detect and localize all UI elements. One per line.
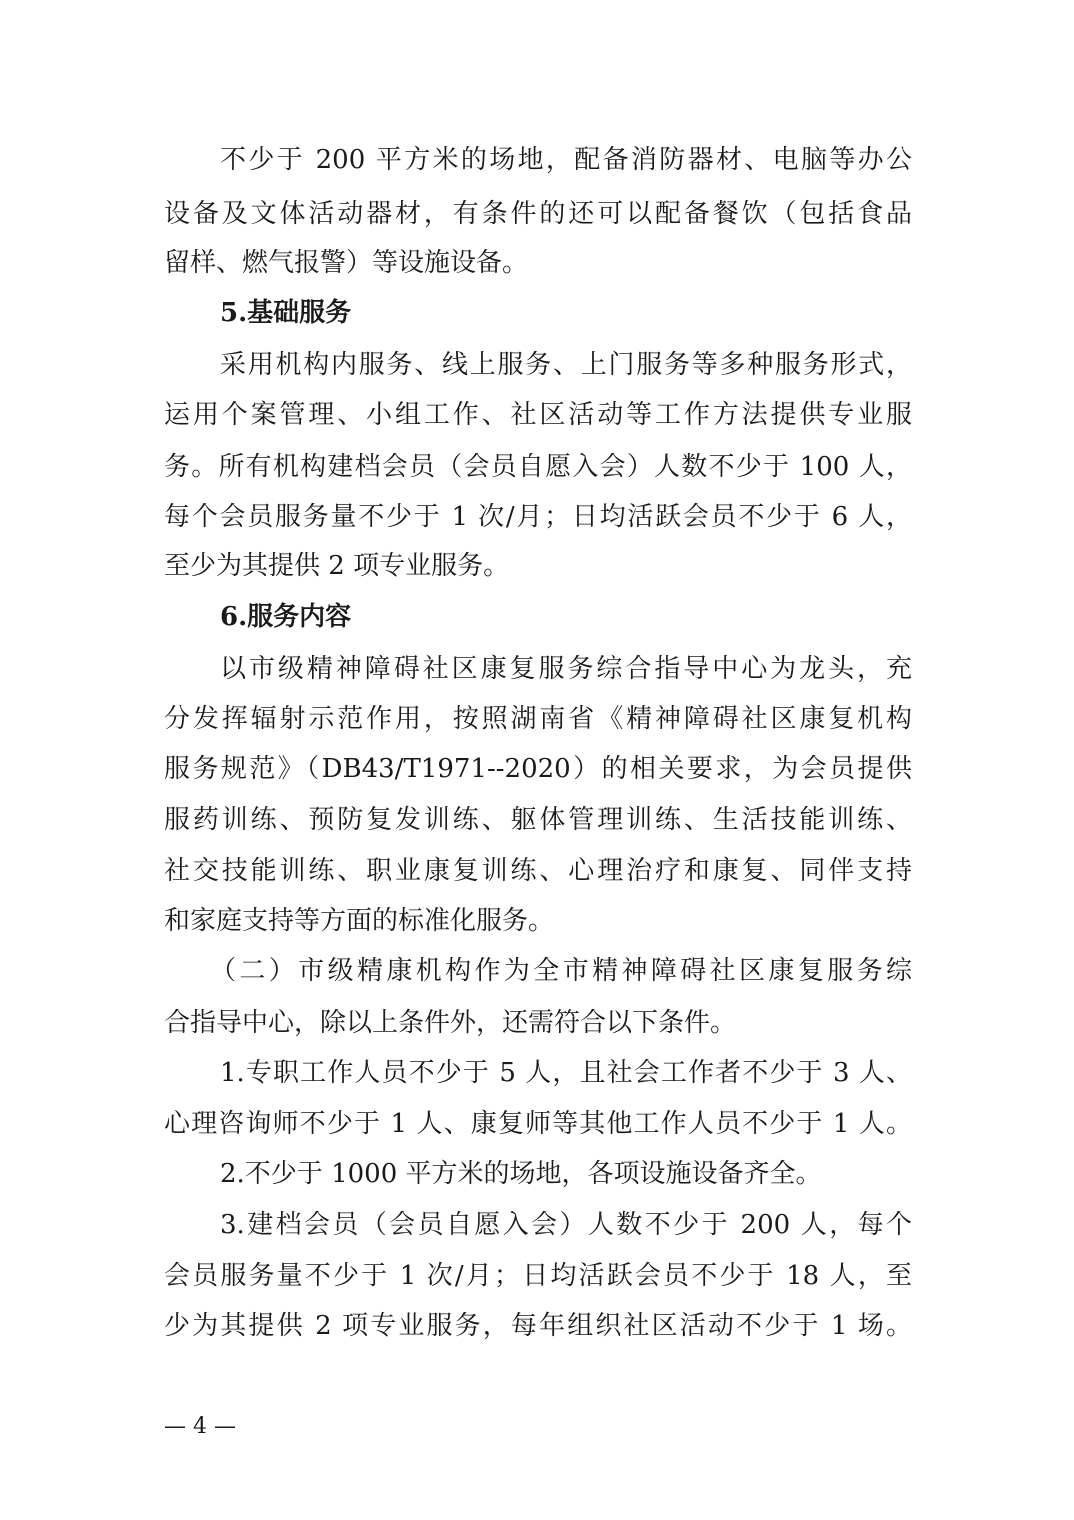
paragraph-line: 2.不少于 1000 平方米的场地，各项设施设备齐全。 bbox=[220, 1159, 822, 1189]
paragraph-line: 合指导中心，除以上条件外，还需符合以下条件。 bbox=[164, 1008, 737, 1038]
paragraph-line: 不少于 200 平方米的场地，配备消防器材、电脑等办公 bbox=[220, 145, 912, 175]
section-heading-basic-services: 5.基础服务 bbox=[220, 298, 352, 328]
paragraph-line: 务。所有机构建档会员（会员自愿入会）人数不少于 100 人， bbox=[164, 452, 912, 482]
paragraph-line: 分发挥辐射示范作用，按照湖南省《精神障碍社区康复机构 bbox=[164, 704, 912, 734]
paragraph-line: 1.专职工作人员不少于 5 人，且社会工作者不少于 3 人、 bbox=[220, 1058, 912, 1088]
paragraph-line: 服药训练、预防复发训练、躯体管理训练、生活技能训练、 bbox=[164, 805, 912, 835]
paragraph-line: 每个会员服务量不少于 1 次/月；日均活跃会员不少于 6 人， bbox=[164, 502, 912, 532]
paragraph-line: 运用个案管理、小组工作、社区活动等工作方法提供专业服 bbox=[164, 400, 912, 430]
paragraph-line: 设备及文体活动器材，有条件的还可以配备餐饮（包括食品 bbox=[164, 199, 912, 229]
paragraph-line: 会员服务量不少于 1 次/月；日均活跃会员不少于 18 人，至 bbox=[164, 1261, 912, 1291]
paragraph-line: 少为其提供 2 项专业服务，每年组织社区活动不少于 1 场。 bbox=[164, 1311, 912, 1341]
paragraph-line: 至少为其提供 2 项专业服务。 bbox=[164, 551, 510, 581]
section-heading-service-content: 6.服务内容 bbox=[220, 602, 352, 632]
paragraph-line: 采用机构内服务、线上服务、上门服务等多种服务形式， bbox=[220, 350, 912, 380]
paragraph-line: 社交技能训练、职业康复训练、心理治疗和康复、同伴支持 bbox=[164, 856, 912, 886]
paragraph-line: 留样、燃气报警）等设施设备。 bbox=[164, 248, 529, 278]
paragraph-line: 3.建档会员（会员自愿入会）人数不少于 200 人，每个 bbox=[220, 1210, 912, 1240]
page-number: — 4 — bbox=[164, 1414, 236, 1439]
paragraph-line: 以市级精神障碍社区康复服务综合指导中心为龙头，充 bbox=[220, 654, 912, 684]
paragraph-line: 和家庭支持等方面的标准化服务。 bbox=[164, 906, 555, 936]
paragraph-line: 心理咨询师不少于 1 人、康复师等其他工作人员不少于 1 人。 bbox=[164, 1109, 912, 1139]
paragraph-line: （二）市级精康机构作为全市精神障碍社区康复服务综 bbox=[210, 956, 912, 986]
paragraph-line: 服务规范》（DB43/T1971--2020）的相关要求，为会员提供 bbox=[164, 754, 912, 784]
